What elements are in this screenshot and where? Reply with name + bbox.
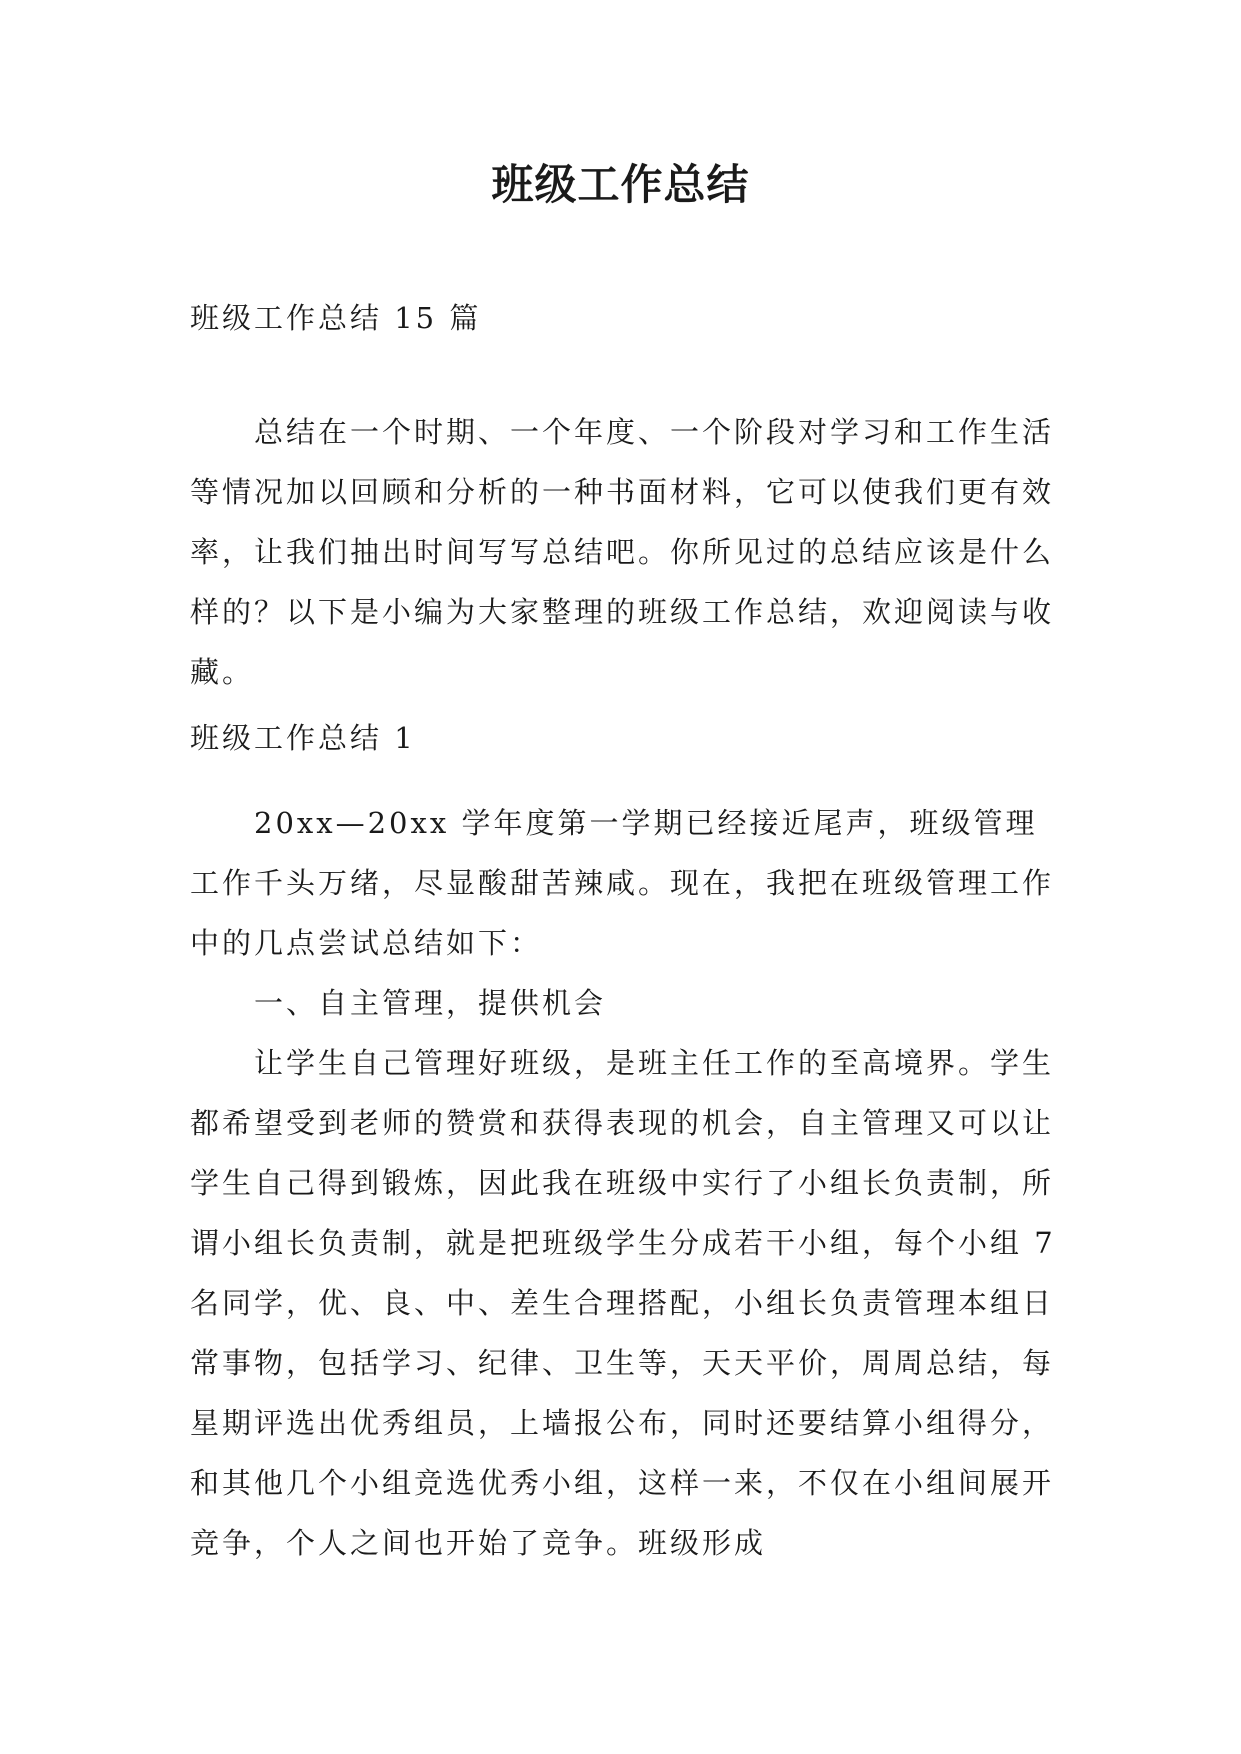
body-paragraph-1: 20xx—20xx 学年度第一学期已经接近尾声，班级管理工作千头万绪，尽显酸甜苦辣咸。现在，我把在班级管理工作中的几点尝试总结如下：	[190, 806, 1055, 960]
section-heading: 班级工作总结 1	[190, 721, 416, 755]
document-title: 班级工作总结	[491, 160, 750, 209]
section-body	[190, 793, 1060, 1573]
document-subtitle: 班级工作总结 15 篇	[190, 301, 482, 335]
body-heading-self-management: 一、自主管理，提供机会	[254, 986, 607, 1020]
intro-paragraph: 总结在一个时期、一个年度、一个阶段对学习和工作生活等情况加以回顾和分析的一种书面材料，它可以使我们更有效率，让我们抽出时间写写总结吧。你所见过的总结应该是什么样的？以下是小编为大家整理的班级工作总结，欢迎阅读与收藏。	[190, 415, 1055, 689]
body-paragraph-2: 让学生自己管理好班级，是班主任工作的至高境界。学生都希望受到老师的赞赏和获得表现的机会，自主管理又可以让学生自己得到锻炼，因此我在班级中实行了小组长负责制，所谓小组长负责制，就是把班级学生分成若干小组，每个小组 7 名同学，优、良、中、差生合理搭配，小组长负责管理本组日常事物，包括学习、纪律、卫生等，天天平价，周周总结，每星期评选出优秀组员，上墙报公布，同时还要结算小组得分，和其他几个小组竞选优秀小组，这样一来，不仅在小组间展开竞争，个人之间也开始了竞争。班级形成	[190, 1046, 1056, 1560]
intro-section	[190, 402, 1060, 702]
